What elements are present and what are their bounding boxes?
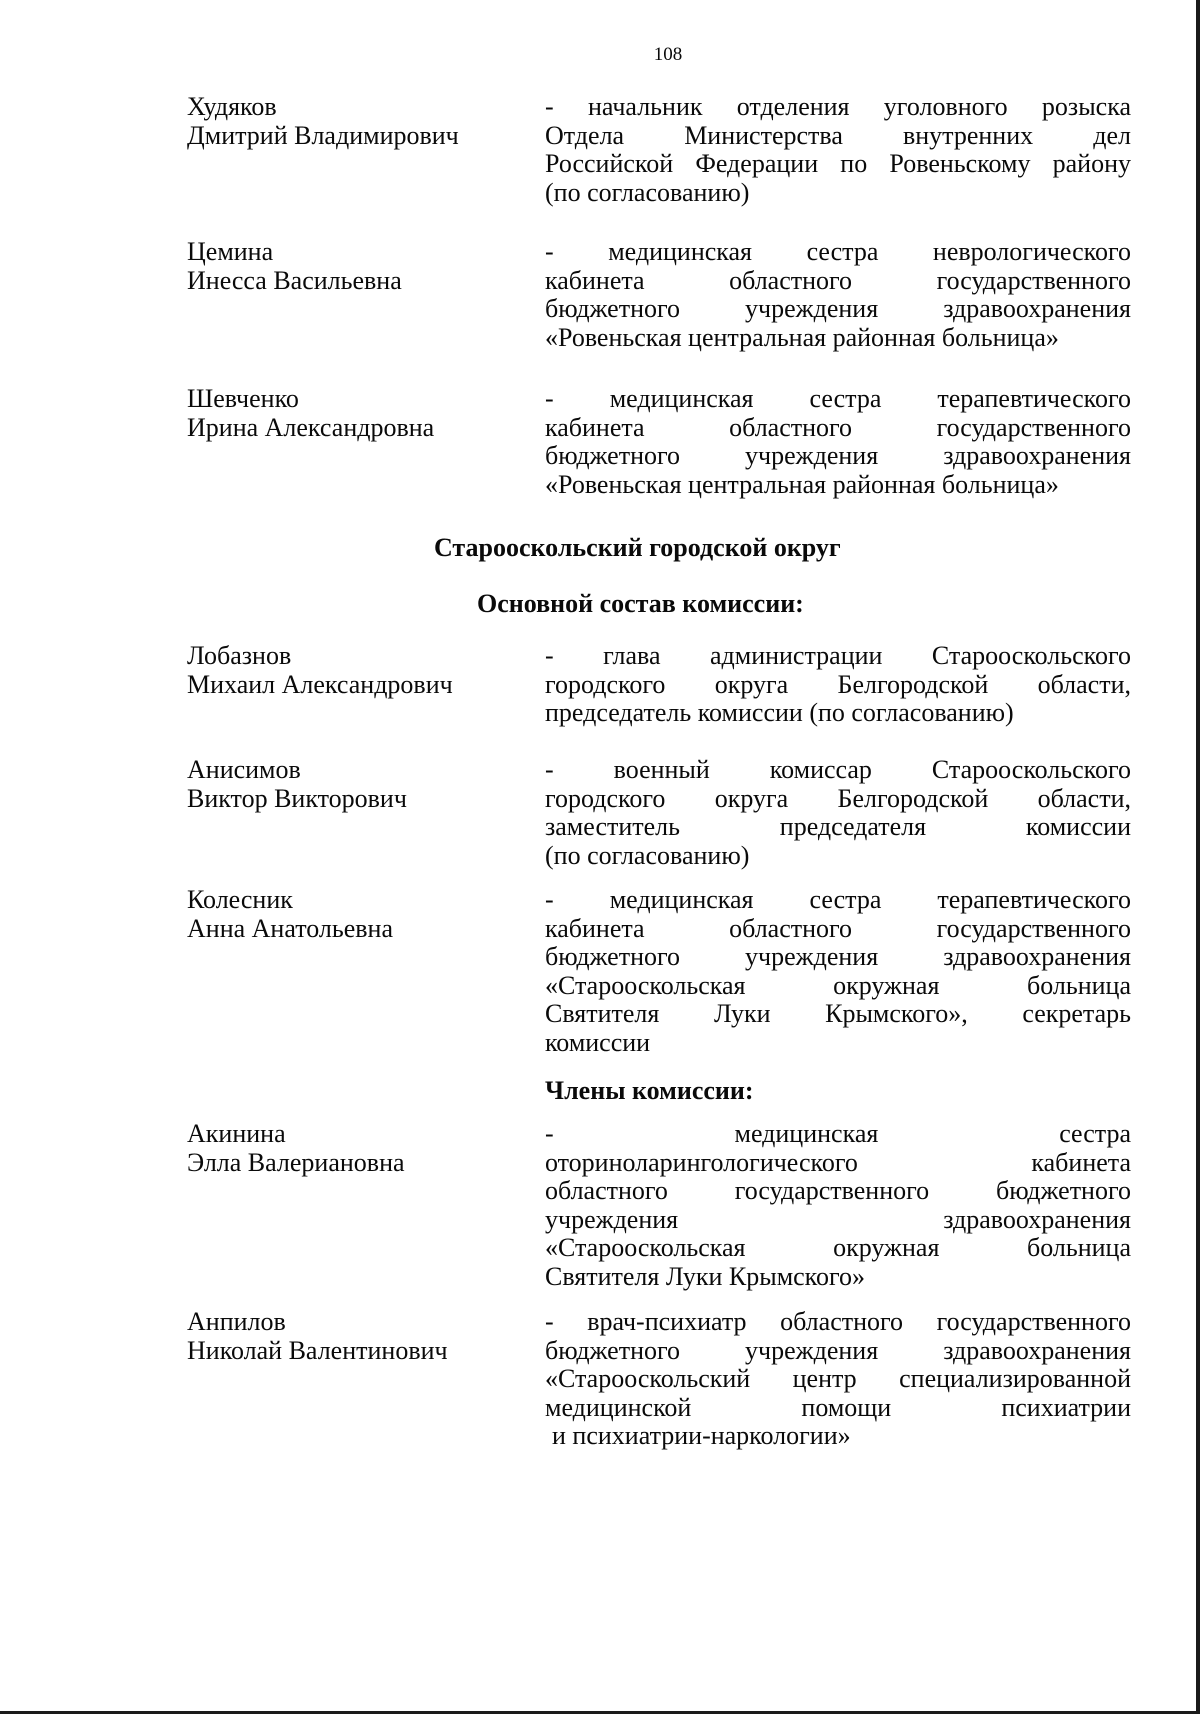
role-line: бюджетного учреждения здравоохранения — [545, 1335, 1131, 1365]
page-number: 108 — [653, 44, 683, 65]
given-name: Ирина Александровна — [187, 412, 435, 442]
given-name: Элла Валериановна — [187, 1147, 405, 1177]
role-line: «Ровеньская центральная районная больница» — [545, 469, 1059, 499]
role-line: и психиатрии-наркологии» — [552, 1421, 851, 1451]
role-line: - военный комиссар Старооскольского — [545, 755, 1131, 784]
given-name: Дмитрий Владимирович — [187, 120, 459, 150]
role-line: медицинской помощи психиатрии — [545, 1392, 1131, 1422]
role-line: областного государственного бюджетного — [545, 1176, 1131, 1206]
person-name — [187, 756, 527, 813]
person-name — [187, 886, 527, 943]
given-name: Виктор Викторович — [187, 783, 407, 813]
given-name: Анна Анатольевна — [187, 913, 393, 943]
person-role — [545, 756, 1131, 870]
role-line: - глава администрации Старооскольского — [545, 641, 1131, 670]
role-line: бюджетного учреждения здравоохранения — [545, 942, 1131, 972]
person-name — [187, 1120, 527, 1177]
role-line: комиссии — [545, 1027, 651, 1057]
role-line: - медицинская сестра — [545, 1119, 1131, 1148]
role-line: учреждения здравоохранения — [545, 1204, 1131, 1234]
role-line: председатель комиссии (по согласованию) — [545, 698, 1014, 728]
role-line: - врач-психиатр областного государственного — [545, 1307, 1131, 1336]
person-name — [187, 238, 527, 295]
surname: Шевченко — [187, 384, 299, 413]
role-line: кабинета областного государственного — [545, 412, 1131, 442]
role-line: Отдела Министерства внутренних дел — [545, 120, 1131, 150]
person-role — [545, 1308, 1131, 1451]
role-line: (по согласованию) — [545, 177, 750, 207]
role-line: городского округа Белгородской области, — [545, 669, 1131, 699]
main-composition-heading: Основной состав комиссии: — [477, 589, 804, 618]
role-line: городского округа Белгородской области, — [545, 783, 1131, 813]
person-role — [545, 1120, 1131, 1292]
surname: Цемина — [187, 237, 274, 266]
role-line: Святителя Луки Крымского» — [545, 1261, 866, 1291]
role-line: бюджетного учреждения здравоохранения — [545, 294, 1131, 324]
surname: Худяков — [187, 92, 277, 121]
person-role — [545, 642, 1131, 728]
role-line: бюджетного учреждения здравоохранения — [545, 441, 1131, 471]
role-line: (по согласованию) — [545, 840, 750, 870]
surname: Колесник — [187, 885, 293, 914]
person-name — [187, 1308, 527, 1365]
role-line: оториноларингологического кабинета — [545, 1147, 1131, 1177]
role-line: - медицинская сестра неврологического — [545, 237, 1131, 266]
surname: Лобазнов — [187, 641, 292, 670]
members-heading: Члены комиссии: — [545, 1076, 754, 1105]
role-line: кабинета областного государственного — [545, 913, 1131, 943]
role-line: кабинета областного государственного — [545, 265, 1131, 295]
role-line: Российской Федерации по Ровеньскому району — [545, 149, 1131, 179]
given-name: Николай Валентинович — [187, 1335, 448, 1365]
person-name — [187, 385, 527, 442]
role-line: Святителя Луки Крымского», секретарь — [545, 999, 1131, 1029]
role-line: - начальник отделения уголовного розыска — [545, 92, 1131, 121]
person-role — [545, 385, 1131, 499]
role-line: «Ровеньская центральная районная больница» — [545, 322, 1059, 352]
scan-edge-right — [1196, 0, 1200, 1714]
person-role — [545, 886, 1131, 1058]
role-line: заместитель председателя комиссии — [545, 812, 1131, 842]
role-line: - медицинская сестра терапевтического — [545, 885, 1131, 914]
section-title: Старооскольский городской округ — [434, 533, 841, 562]
person-name — [187, 642, 527, 699]
surname: Анисимов — [187, 755, 301, 784]
person-role — [545, 238, 1131, 352]
person-name — [187, 93, 527, 150]
person-role — [545, 93, 1131, 207]
surname: Акинина — [187, 1119, 286, 1148]
role-line: «Старооскольская окружная больница — [545, 1233, 1131, 1263]
role-line: - медицинская сестра терапевтического — [545, 384, 1131, 413]
given-name: Михаил Александрович — [187, 669, 453, 699]
role-line: «Старооскольский центр специализированной — [545, 1364, 1131, 1394]
surname: Анпилов — [187, 1307, 286, 1336]
given-name: Инесса Васильевна — [187, 265, 402, 295]
role-line: «Старооскольская окружная больница — [545, 970, 1131, 1000]
